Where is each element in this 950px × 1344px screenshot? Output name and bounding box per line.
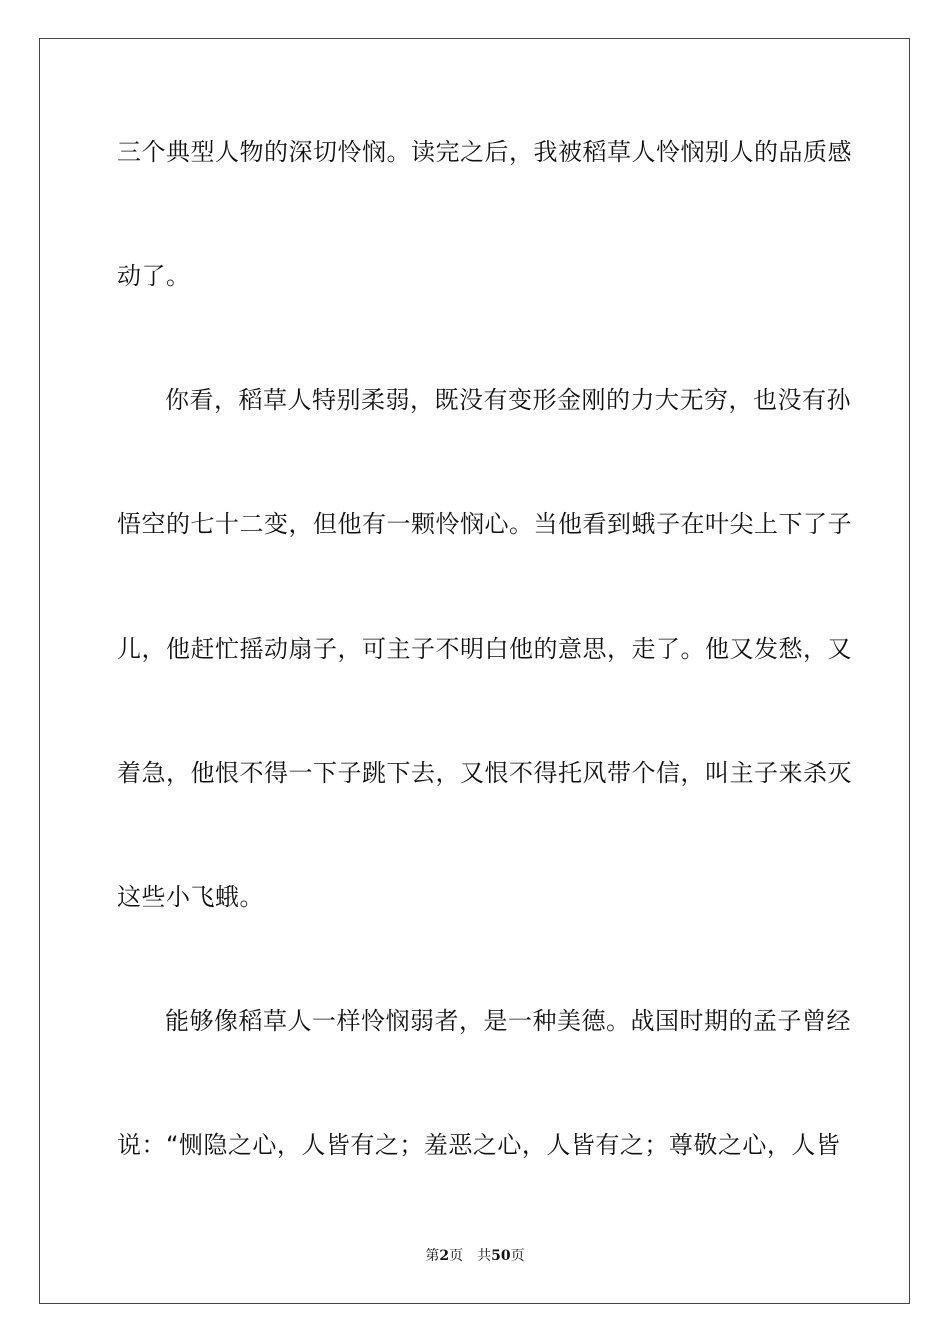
text-line-1: 三个典型人物的深切怜悯。读完之后，我被稻草人怜悯别人的品质感	[117, 138, 852, 166]
total-suffix: 页	[510, 1248, 525, 1264]
page-footer	[0, 1245, 950, 1265]
total-prefix: 共	[477, 1248, 492, 1264]
page-border	[39, 38, 910, 1304]
text-line-9: 说：“恻隐之心，人皆有之；羞恶之心，人皆有之；尊敬之心，人皆	[117, 1131, 841, 1159]
page-number: 2	[439, 1248, 450, 1264]
page-suffix: 页	[449, 1248, 464, 1264]
text-line-8: 能够像稻草人一样怜悯弱者，是一种美德。战国时期的孟子曾经	[165, 1007, 851, 1035]
text-line-4: 悟空的七十二变，但他有一颗怜悯心。当他看到蛾子在叶尖上下了子	[117, 510, 852, 538]
text-line-2: 动了。	[117, 262, 191, 290]
total-pages: 50	[491, 1248, 511, 1264]
text-line-5: 儿，他赶忙摇动扇子，可主子不明白他的意思，走了。他又发愁，又	[117, 635, 852, 663]
page-prefix: 第	[425, 1248, 440, 1264]
text-line-7: 这些小飞蛾。	[117, 883, 264, 911]
text-line-6: 着急，他恨不得一下子跳下去，又恨不得托风带个信，叫主子来杀灭	[117, 759, 852, 787]
text-line-3: 你看，稻草人特别柔弱，既没有变形金刚的力大无穷，也没有孙	[165, 386, 851, 414]
